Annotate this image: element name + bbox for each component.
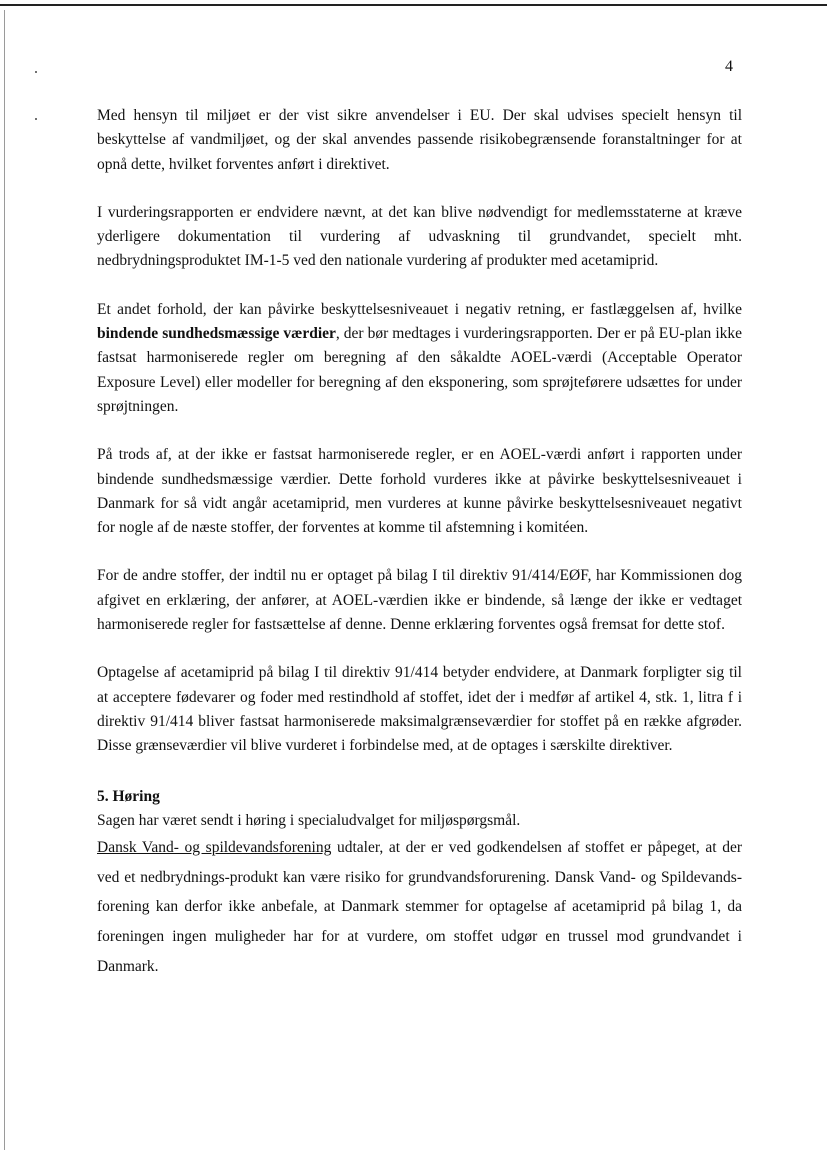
bold-phrase: bindende sundhedsmæssige værdier <box>97 325 336 343</box>
top-border-line <box>0 4 827 6</box>
paragraph-text: , der bør medtages i vurderingsrapporten. Der er på EU-plan ikke fastsat harmoniserede regler om beregning af den såkaldte AOEL-værdi (Acceptable Operator Exposure Level) eller modeller for beregning af den eksponering, som sprøjteførere udsættes for under sprøjtningen. <box>97 325 743 415</box>
statement-text: udtaler, at der er ved godkendelsen af stoffet er påpeget, at der ved et nedbrydnings-produkt kan være risiko for grundvandsforurening. Dansk Vand- og Spildevands-forening kan derfor ikke anbefale, at Danmark stemmer for optagelse af acetamiprid på bilag 1, da foreningen ingen muligheder har for at vurdere, om stoffet udgør en trussel mod grundvandet i Danmark. <box>97 838 742 976</box>
section-heading-hearing: 5. Høring <box>97 787 160 805</box>
document-body <box>97 104 742 982</box>
left-scan-edge <box>4 10 5 1150</box>
paragraph-text: Et andet forhold, der kan påvirke beskyttelsesniveauet i negativ retning, er fastlæggelsen af, hvilke <box>97 300 742 318</box>
page-number: 4 <box>725 58 733 75</box>
paragraph-health-values <box>97 298 742 419</box>
paragraph-annex-inclusion: Optagelse af acetamiprid på bilag I til direktiv 91/414 betyder endvidere, at Danmark forpligter sig til at acceptere fødevarer og foder med restindhold af stoffet, idet der i medfør af artikel 4, stk. 1, litra f i direktiv 91/414 bliver fastsat harmoniserede maksimalgrænseværdier for stoffet på en række afgrøder. Disse grænseværdier vil blive vurderet i forbindelse med, at de optages i særskilte direktiver. <box>97 664 742 755</box>
paragraph-commission-declaration: For de andre stoffer, der indtil nu er optaget på bilag I til direktiv 91/414/EØF, har Kommissionen dog afgivet en erklæring, der anfører, at AOEL-værdien ikke er bindende, så længe der ikke er vedtaget harmoniserede regler for fastsættelse af denne. Denne erklæring forventes også fremsat for dette stof. <box>97 567 742 634</box>
paragraph-environment: Med hensyn til miljøet er der vist sikre anvendelser i EU. Der skal udvises specielt hensyn til beskyttelse af vandmiljøet, og der skal anvendes passende risikobegrænsende foranstaltninger for at opnå dette, hvilket forventes anført i direktivet. <box>97 107 742 173</box>
organization-name: Dansk Vand- og spildevandsforening <box>97 838 332 856</box>
scan-speck <box>35 118 37 120</box>
paragraph-assessment-report: I vurderingsrapporten er endvidere nævnt, at det kan blive nødvendigt for medlemsstaterne at kræve yderligere dokumentation til vurdering af udvaskning til grundvandet, specielt mht. nedbrydningsproduktet IM-1-5 ved den nationale vurdering af produkter med acetamiprid. <box>97 203 742 270</box>
hearing-intro: Sagen har været sendt i høring i specialudvalget for miljøspørgsmål. <box>97 811 521 829</box>
paragraph-aoel-value: På trods af, at der ikke er fastsat harmoniserede regler, er en AOEL-værdi anført i rapporten under bindende sundhedsmæssige værdier. Dette forhold vurderes ikke at påvirke beskyttelsesniveauet i Danmark for så vidt angår acetamiprid, men vurderes at kunne påvirke beskyttelsesniveauet negativt for nogle af de næste stoffer, der forventes at komme til afstemning i komitéen. <box>97 446 742 537</box>
hearing-statement <box>97 833 742 982</box>
scan-speck <box>35 71 37 73</box>
